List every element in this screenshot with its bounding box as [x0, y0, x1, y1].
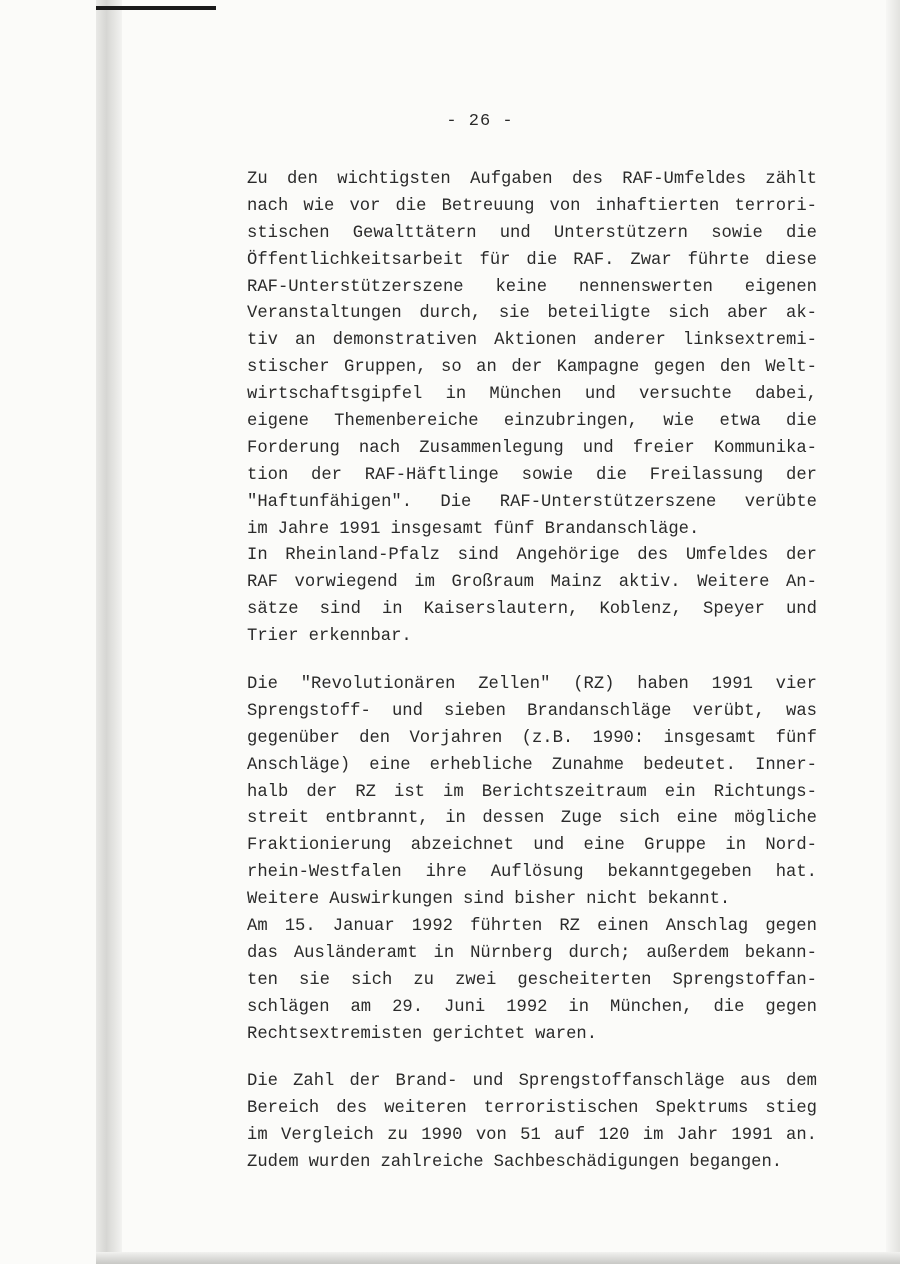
word: weiteren	[384, 1098, 467, 1118]
word: RAF	[247, 573, 278, 593]
word: diese	[765, 250, 817, 270]
word: im	[247, 1125, 268, 1145]
text-line	[247, 914, 817, 941]
word: 1990	[421, 1125, 463, 1145]
word: an	[294, 331, 316, 351]
scan-top-mark	[96, 6, 216, 10]
word: streit	[247, 809, 309, 829]
word: die	[713, 997, 745, 1017]
word: Bereich	[247, 1098, 320, 1118]
word: Anschlag	[665, 917, 749, 937]
word: bekannt.	[647, 890, 731, 910]
word: Zunahme	[551, 755, 625, 775]
text-line	[247, 517, 817, 544]
word: (z.B.	[521, 728, 574, 748]
text-line	[247, 490, 817, 517]
word: Gruppe	[644, 836, 707, 856]
word: fünf	[493, 519, 535, 539]
word: Berichtszeitraum	[481, 782, 647, 802]
word: Trier	[247, 627, 299, 647]
word: einen	[597, 917, 649, 937]
word: vorwiegend	[294, 573, 398, 593]
word: Sprengstoffan-	[672, 970, 817, 990]
word: in	[445, 809, 466, 829]
word: für	[479, 250, 511, 270]
word: in	[433, 943, 455, 963]
word: aus	[739, 1072, 771, 1091]
word: gegenüber	[247, 728, 340, 748]
word: "Revolutionären	[300, 675, 456, 694]
text-line	[247, 597, 817, 624]
text-line	[247, 860, 817, 887]
text-line	[247, 1123, 817, 1150]
word: gerichtet	[432, 1024, 526, 1044]
paragraph-revolutionaere-zellen	[247, 672, 817, 1048]
word: an.	[786, 1125, 817, 1145]
word: 1992	[506, 997, 548, 1017]
word: und	[391, 701, 423, 721]
word: den	[719, 358, 751, 378]
text-line	[247, 624, 817, 651]
word: von	[549, 196, 581, 216]
text-line	[247, 570, 817, 597]
word: bedeutet.	[643, 755, 736, 775]
word: nach	[247, 196, 289, 216]
word: eine	[369, 755, 411, 775]
word: gegen	[653, 358, 706, 378]
word: den	[359, 728, 391, 748]
word: Nord-	[765, 836, 817, 856]
word: wurden	[308, 1152, 371, 1172]
word: die	[526, 250, 558, 270]
text-line	[247, 463, 817, 490]
word: Unterstützern	[553, 223, 688, 243]
word: sowie	[521, 465, 574, 485]
word: rhein-Westfalen	[247, 863, 402, 883]
word: Die	[247, 1072, 278, 1091]
word: eigene	[247, 412, 309, 432]
word: Jahr	[676, 1125, 719, 1145]
word: vor	[349, 196, 381, 216]
word: Vergleich	[281, 1125, 374, 1145]
word: führte	[687, 250, 750, 270]
word: sind	[319, 600, 361, 620]
word: Brand-	[395, 1072, 458, 1091]
word: Kommunika-	[713, 438, 817, 458]
word: Sprengstoff-	[247, 701, 371, 721]
word: einzubringen,	[503, 412, 638, 432]
word: Umfeldes	[685, 546, 769, 566]
word: Anschläge)	[247, 755, 351, 775]
word: dabei,	[755, 385, 817, 405]
word: stischen	[247, 223, 330, 243]
word: zu	[413, 970, 434, 990]
word: Am	[247, 917, 268, 937]
word: ist	[394, 782, 425, 802]
word: bekanntgegeben	[607, 863, 752, 883]
word: führten	[470, 917, 543, 937]
word: ak-	[786, 304, 817, 324]
word: sieben	[444, 701, 506, 721]
word: fünf	[775, 728, 817, 748]
text-line	[247, 409, 817, 436]
word: Inner-	[755, 755, 817, 775]
word: 1992	[411, 917, 453, 937]
word: ten	[247, 970, 278, 990]
word: eigenen	[744, 277, 817, 297]
word: hat.	[775, 863, 817, 883]
word: zahlreiche	[380, 1152, 484, 1172]
scan-left-edge	[96, 0, 122, 1264]
text-line	[247, 543, 817, 570]
word: bekann-	[744, 943, 817, 963]
text-line	[247, 1150, 817, 1177]
word: die	[395, 196, 427, 216]
word: Zellen"	[478, 675, 551, 694]
word: Veranstaltungen	[247, 304, 402, 324]
word: wie	[663, 412, 695, 432]
word: der	[786, 546, 817, 566]
word: in	[445, 385, 467, 405]
word: sind	[457, 546, 499, 566]
word: In	[247, 546, 268, 566]
word: sowie	[711, 223, 763, 243]
text-line	[247, 221, 817, 248]
word: mögliche	[734, 809, 817, 829]
word: sich	[668, 304, 710, 324]
word: Die	[247, 675, 278, 694]
word: in	[725, 836, 747, 856]
word: 51	[520, 1125, 541, 1145]
text-line	[247, 194, 817, 221]
word: Betreuung	[441, 196, 535, 216]
word: insgesamt	[663, 728, 757, 748]
word: und	[785, 600, 817, 620]
text-line	[247, 699, 817, 726]
word: Aktionen	[494, 331, 577, 351]
text-line	[247, 968, 817, 995]
word: München	[489, 385, 562, 405]
word: Jahre	[277, 519, 330, 539]
word: 120	[598, 1125, 630, 1145]
word: die	[786, 223, 817, 243]
word: Auflösung	[490, 863, 584, 883]
word: Speyer	[703, 600, 765, 620]
word: keine	[495, 277, 548, 297]
word: RAF-Häftlinge	[364, 465, 499, 485]
word: zu	[387, 1125, 408, 1145]
word: Koblenz,	[599, 600, 682, 620]
word: München,	[610, 997, 693, 1017]
text-line	[247, 167, 817, 194]
word: abzeichnet	[410, 836, 514, 856]
word: gescheiterten	[517, 970, 652, 990]
word: und	[584, 385, 616, 405]
page-number: - 26 -	[446, 112, 514, 131]
word: Fraktionierung	[247, 836, 392, 856]
word: RZ	[355, 782, 376, 802]
word: Spektrums	[655, 1098, 749, 1118]
word: waren.	[535, 1024, 598, 1044]
word: "Haftunfähigen".	[247, 492, 413, 512]
word: schlägen	[247, 997, 330, 1017]
word: Weitere	[247, 890, 320, 910]
word: Aufgaben	[470, 170, 553, 189]
text-line	[247, 672, 817, 699]
word: ihre	[425, 863, 467, 883]
word: anderer	[593, 331, 666, 351]
word: des	[571, 170, 603, 189]
text-line	[247, 1022, 817, 1049]
word: halb	[247, 782, 289, 802]
word: Brandanschläge	[527, 701, 672, 721]
text-line	[247, 436, 817, 463]
word: so	[441, 358, 462, 378]
word: Ausländeramt	[293, 943, 418, 963]
word: eine	[676, 809, 718, 829]
word: die	[786, 412, 817, 432]
word: und	[582, 438, 614, 458]
word: RAF-Unterstützerszene	[247, 277, 464, 297]
word: sie	[299, 970, 330, 990]
text-line	[247, 1069, 817, 1096]
word: bisher	[514, 890, 577, 910]
word: Kaiserslautern,	[423, 600, 579, 620]
word: freier	[632, 438, 695, 458]
word: zwei	[455, 970, 497, 990]
word: entbrannt,	[325, 809, 429, 829]
word: sich	[618, 809, 660, 829]
word: ein	[664, 782, 696, 802]
word: sind	[462, 890, 505, 910]
word: Sprengstoffanschläge	[518, 1072, 725, 1091]
word: Forderung	[247, 438, 340, 458]
scan-bottom-edge	[96, 1252, 900, 1264]
word: RAF.	[573, 250, 615, 270]
word: im	[443, 782, 464, 802]
word: verübt,	[692, 701, 765, 721]
word: Zuge	[560, 809, 603, 829]
word: Zahl	[293, 1072, 335, 1091]
word: durch;	[568, 943, 631, 963]
word: haben	[637, 675, 689, 694]
word: 1991	[731, 1125, 773, 1145]
word: Gruppen,	[344, 358, 427, 378]
word: der	[786, 465, 817, 485]
word: vier	[775, 675, 817, 694]
word: gegen	[765, 997, 817, 1017]
word: Themenbereiche	[334, 412, 479, 432]
word: Nürnberg	[470, 943, 553, 963]
word: Zu	[247, 170, 268, 189]
paragraph-raf-umfeld	[247, 167, 817, 651]
word: der	[306, 782, 338, 802]
word: sich	[351, 970, 393, 990]
word: der	[511, 358, 543, 378]
word: versuchte	[639, 385, 732, 405]
scan-right-edge	[886, 0, 900, 1264]
word: nennenswerten	[578, 277, 713, 297]
word: von	[475, 1125, 507, 1145]
word: 15.	[284, 917, 316, 937]
word: stieg	[765, 1098, 817, 1118]
word: Auswirkungen	[329, 890, 453, 910]
word: 1991	[339, 519, 381, 539]
word: RAF-Unterstützerszene	[499, 492, 717, 512]
text-line	[247, 780, 817, 807]
word: Zusammenlegung	[419, 438, 564, 458]
word: sie	[498, 304, 530, 324]
word: der	[311, 465, 342, 485]
word: stischer	[247, 358, 330, 378]
word: der	[349, 1072, 381, 1091]
word: beteiligte	[547, 304, 651, 324]
word: und	[499, 223, 531, 243]
word: auf	[554, 1125, 586, 1145]
word: wirtschaftsgipfel	[247, 385, 423, 405]
word: linksextremi-	[682, 331, 817, 351]
word: dem	[786, 1072, 817, 1091]
word: Angehörige	[516, 546, 620, 566]
word: Zudem	[247, 1152, 299, 1172]
text-line	[247, 941, 817, 968]
word: Großraum	[451, 573, 534, 593]
word: An-	[785, 573, 817, 593]
word: 1990:	[592, 728, 645, 748]
word: terrori-	[734, 196, 817, 216]
word: insgesamt	[390, 519, 484, 539]
text-line	[247, 382, 817, 409]
word: RAF-Umfeldes	[622, 170, 747, 189]
word: in	[381, 600, 403, 620]
text-line	[247, 1096, 817, 1123]
word: Mainz	[550, 573, 603, 593]
word: im	[414, 573, 435, 593]
word: Rechtsextremisten	[247, 1024, 423, 1044]
word: erhebliche	[429, 755, 533, 775]
word: aktiv.	[618, 573, 681, 593]
text-line	[247, 726, 817, 753]
word: 1991	[711, 675, 753, 694]
text-line	[247, 328, 817, 355]
text-line	[247, 753, 817, 780]
word: den	[286, 170, 318, 189]
word: sätze	[247, 600, 299, 620]
text-line	[247, 355, 817, 382]
word: Freilassung	[649, 465, 764, 485]
word: und	[533, 836, 565, 856]
word: Januar	[332, 917, 395, 937]
word: nicht	[586, 890, 638, 910]
word: und	[472, 1072, 504, 1091]
word: Richtungs-	[713, 782, 817, 802]
word: die	[596, 465, 627, 485]
text-line	[247, 995, 817, 1022]
word: Kampagne	[556, 358, 640, 378]
word: Sachbeschädigungen	[493, 1152, 680, 1172]
word: tiv	[247, 331, 278, 351]
word: im	[247, 519, 268, 539]
word: eine	[583, 836, 625, 856]
word: was	[786, 701, 817, 721]
word: nach	[358, 438, 401, 458]
text-line	[247, 301, 817, 328]
word: tion	[247, 465, 289, 485]
word: wichtigsten	[337, 170, 451, 189]
word: wie	[303, 196, 335, 216]
word: Zwar	[630, 250, 672, 270]
word: Welt-	[765, 358, 817, 378]
word: begangen.	[689, 1152, 783, 1172]
text-line	[247, 248, 817, 275]
word: an	[476, 358, 497, 378]
word: des	[637, 546, 669, 566]
word: Juni	[443, 997, 486, 1017]
word: terroristischen	[483, 1098, 639, 1118]
word: Öffentlichkeitsarbeit	[247, 250, 464, 270]
word: im	[642, 1125, 664, 1145]
word: aber	[727, 304, 769, 324]
word: zählt	[765, 170, 817, 189]
word: RZ	[559, 917, 580, 937]
word: demonstrativen	[332, 331, 478, 351]
word: in	[568, 997, 590, 1017]
word: etwa	[719, 412, 761, 432]
text-line	[247, 275, 817, 302]
word: das	[247, 943, 278, 963]
word: gegen	[765, 917, 817, 937]
word: durch,	[419, 304, 482, 324]
word: (RZ)	[573, 675, 615, 694]
word: Vorjahren	[409, 728, 503, 748]
word: Die	[440, 492, 472, 512]
word: Gewalttätern	[352, 223, 477, 243]
paragraph-weiteres-spektrum	[247, 1069, 817, 1177]
text-line	[247, 887, 817, 914]
word: erkennbar.	[308, 627, 412, 647]
word: Weitere	[697, 573, 770, 593]
word: des	[336, 1098, 368, 1118]
word: Brandanschläge.	[544, 519, 700, 539]
word: am	[350, 997, 372, 1017]
word: dessen	[482, 809, 545, 829]
word: 29.	[392, 997, 424, 1017]
word: Rheinland-Pfalz	[285, 546, 440, 566]
word: verübte	[744, 492, 817, 512]
text-line	[247, 833, 817, 860]
word: inhaftierten	[595, 196, 720, 216]
word: außerdem	[646, 943, 729, 963]
text-line	[247, 806, 817, 833]
